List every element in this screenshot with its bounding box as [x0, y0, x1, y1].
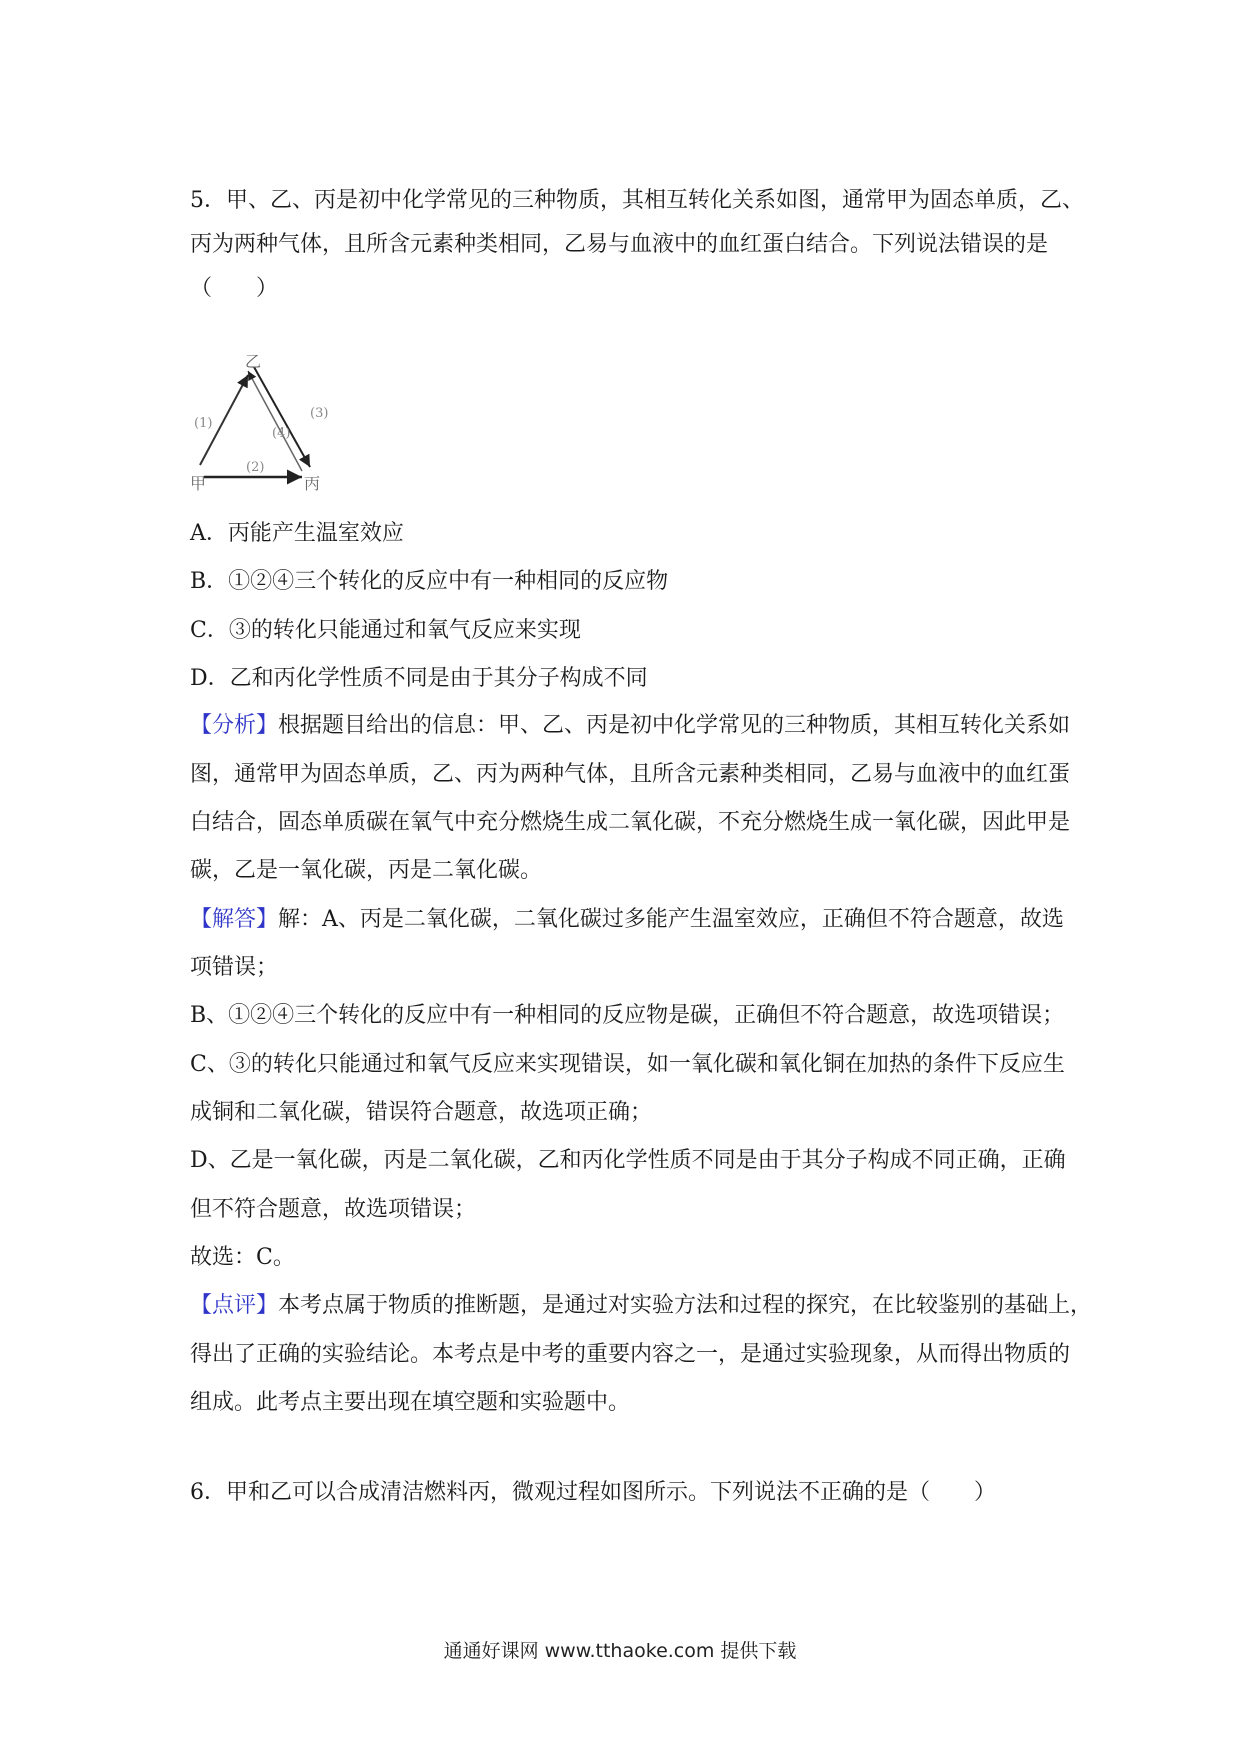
q5-stem-line-3: （ ） — [190, 276, 279, 301]
comment-line-3: 组成。此考点主要出现在填空题和实验题中。 — [190, 1390, 631, 1415]
arrow-3 — [254, 367, 310, 467]
answer-line-1 — [190, 905, 1064, 935]
analysis-tag: 【分析】 — [190, 713, 279, 738]
q5-stem-line-2: 丙为两种气体，且所含元素种类相同，乙易与血液中的血红蛋白结合。下列说法错误的是 — [190, 232, 1049, 257]
analysis-line-1 — [190, 711, 1070, 741]
analysis-line-4: 碳，乙是一氧化碳，丙是二氧化碳。 — [190, 858, 543, 883]
page-footer: 通通好课网 www.tthaoke.com 提供下载 — [443, 1640, 797, 1662]
comment-tag: 【点评】 — [190, 1293, 279, 1318]
label-4: (4) — [272, 426, 291, 441]
node-jia: 甲 — [190, 474, 207, 493]
label-2: (2) — [246, 460, 265, 475]
answer-line-4: C、③的转化只能通过和氧气反应来实现错误，如一氧化碳和氧化铜在加热的条件下反应生 — [190, 1052, 1065, 1077]
option-c: C．③的转化只能通过和氧气反应来实现 — [190, 618, 581, 643]
answer-tag: 【解答】 — [190, 907, 279, 932]
answer-text-1: 解：A、丙是二氧化碳，二氧化碳过多能产生温室效应，正确但不符合题意，故选 — [278, 907, 1064, 932]
answer-line-8: 故选：C。 — [190, 1245, 295, 1270]
comment-line-2: 得出了正确的实验结论。本考点是中考的重要内容之一，是通过实验现象，从而得出物质的 — [190, 1342, 1071, 1367]
answer-line-7: 但不符合题意，故选项错误； — [190, 1197, 477, 1222]
node-bing: 丙 — [304, 474, 321, 493]
label-1: (1) — [194, 416, 213, 431]
answer-line-5: 成铜和二氧化碳，错误符合题意，故选项正确； — [190, 1100, 653, 1125]
answer-line-3: B、①②④三个转化的反应中有一种相同的反应物是碳，正确但不符合题意，故选项错误； — [190, 1003, 1065, 1028]
option-a: A．丙能产生温室效应 — [190, 521, 404, 546]
node-yi: 乙 — [245, 355, 262, 371]
q5-stem-line-1: 5．甲、乙、丙是初中化学常见的三种物质，其相互转化关系如图，通常甲为固态单质，乙、 — [190, 188, 1085, 213]
comment-text-1: 本考点属于物质的推断题，是通过对实验方法和过程的探究，在比较鉴别的基础上， — [278, 1293, 1093, 1318]
arrow-4 — [248, 371, 302, 471]
comment-line-1 — [190, 1291, 1092, 1321]
answer-line-6: D、乙是一氧化碳，丙是二氧化碳，乙和丙化学性质不同是由于其分子构成不同正确，正确 — [190, 1148, 1066, 1173]
q6-stem: 6．甲和乙可以合成清洁燃料丙，微观过程如图所示。下列说法不正确的是（ ） — [190, 1480, 996, 1505]
answer-line-2: 项错误； — [190, 955, 279, 980]
option-d: D．乙和丙化学性质不同是由于其分子构成不同 — [190, 666, 648, 691]
analysis-text-1: 根据题目给出的信息：甲、乙、丙是初中化学常见的三种物质，其相互转化关系如 — [278, 713, 1071, 738]
conversion-diagram-svg — [190, 355, 370, 495]
analysis-line-3: 白结合，固态单质碳在氧气中充分燃烧生成二氧化碳，不充分燃烧生成一氧化碳，因此甲是 — [190, 810, 1071, 835]
conversion-diagram — [190, 355, 370, 495]
label-3: (3) — [310, 406, 329, 421]
option-b: B．①②④三个转化的反应中有一种相同的反应物 — [190, 569, 669, 594]
analysis-line-2: 图，通常甲为固态单质，乙、丙为两种气体，且所含元素种类相同，乙易与血液中的血红蛋 — [190, 762, 1071, 787]
